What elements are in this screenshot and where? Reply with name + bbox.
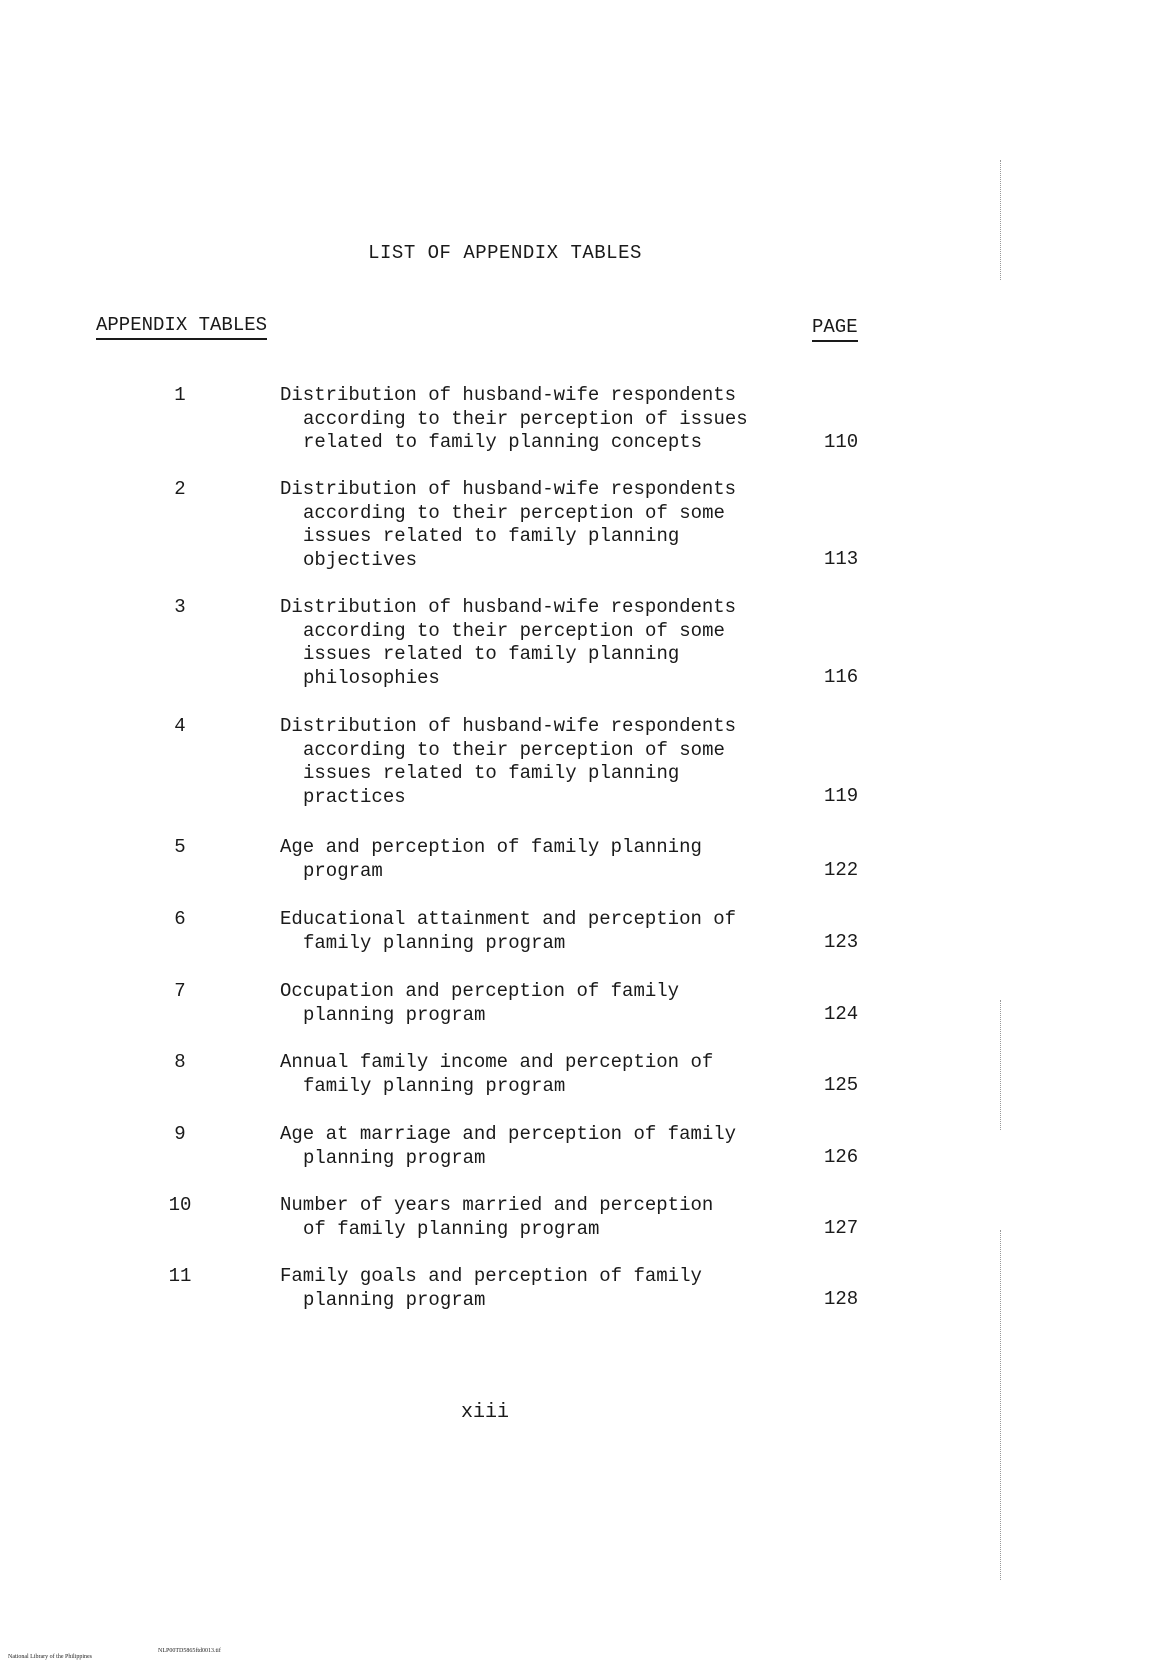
entry-page-number: 127 [824, 1217, 859, 1239]
entry-page-number: 110 [824, 431, 859, 453]
page-column-header: PAGE [812, 316, 858, 342]
entry-number: 5 [174, 836, 186, 858]
entry-description-line: practices [303, 785, 406, 808]
entry-description [280, 596, 800, 690]
scan-margin-artifact [1000, 160, 1001, 280]
entry-description-line: objectives [303, 548, 418, 571]
page-number: xiii [460, 1401, 509, 1424]
entry-page-number: 119 [824, 785, 859, 807]
entry-description-line: Distribution of husband-wife respondents [280, 478, 737, 500]
entry-description-line: Educational attainment and perception of [280, 908, 737, 930]
entry-number: 2 [174, 478, 186, 500]
scan-margin-artifact [1000, 1000, 1001, 1130]
entry-description-line: related to family planning concepts [303, 431, 703, 453]
scan-file-label: NLP00TD5865ftd0013.tif [158, 1648, 221, 1654]
appendix-tables-header: APPENDIX TABLES [96, 314, 267, 340]
entry-description-line: according to their perception of some [303, 501, 725, 524]
entry-description-line: Distribution of husband-wife respondents [280, 596, 737, 618]
entry-description-line: family planning program [303, 931, 566, 954]
entry-description-line: philosophies [303, 666, 440, 689]
entry-number: 9 [174, 1123, 186, 1145]
entry-description-line: planning program [303, 1003, 486, 1026]
entry-description-line: program [303, 859, 383, 882]
entry-number: 10 [168, 1194, 192, 1216]
scan-margin-artifact [1000, 1230, 1001, 1580]
entry-description [280, 1051, 800, 1098]
entry-description-line: of family planning program [303, 1217, 600, 1240]
entry-description [280, 384, 800, 455]
entry-description-line: Distribution of husband-wife respondents [280, 384, 737, 406]
entry-page-number: 116 [824, 666, 859, 688]
entry-description [280, 1194, 800, 1241]
entry-number: 1 [174, 384, 186, 406]
entry-description-line: Family goals and perception of family [280, 1265, 702, 1287]
entry-description [280, 836, 800, 883]
entry-number: 6 [174, 908, 186, 930]
scan-library-label: National Library of the Philippines [8, 1654, 92, 1660]
entry-description-line: Age and perception of family planning [280, 836, 702, 858]
entry-number: 11 [168, 1265, 192, 1287]
entry-description-line: according to their perception of issues [303, 407, 748, 430]
entry-number: 7 [174, 980, 186, 1002]
entry-description-line: Annual family income and perception of [280, 1051, 714, 1073]
entry-page-number: 122 [824, 859, 859, 881]
scan-source-note [2, 1648, 221, 1672]
entry-description-line: issues related to family planning [303, 643, 680, 665]
entry-description-line: Number of years married and perception [280, 1194, 714, 1216]
entry-page-number: 124 [824, 1003, 859, 1025]
entry-description [280, 908, 800, 955]
entry-number: 4 [174, 715, 186, 737]
entry-description-line: Age at marriage and perception of family [280, 1123, 737, 1145]
entry-page-number: 126 [824, 1146, 859, 1168]
entry-description-line: issues related to family planning [303, 525, 680, 547]
entry-description-line: planning program [303, 1288, 486, 1311]
entry-description-line: issues related to family planning [303, 762, 680, 784]
entry-description [280, 1265, 800, 1312]
entry-description-line: family planning program [303, 1074, 566, 1097]
entry-page-number: 113 [824, 548, 859, 570]
entry-number: 8 [174, 1051, 186, 1073]
entry-page-number: 125 [824, 1074, 859, 1096]
entry-description-line: Occupation and perception of family [280, 980, 680, 1002]
entry-description [280, 478, 800, 572]
entry-description [280, 980, 800, 1027]
entry-page-number: 128 [824, 1288, 859, 1310]
entry-description-line: according to their perception of some [303, 619, 725, 642]
entry-description [280, 715, 800, 809]
page-title: LIST OF APPENDIX TABLES [368, 242, 642, 264]
entry-description-line: according to their perception of some [303, 738, 725, 761]
entry-page-number: 123 [824, 931, 859, 953]
entry-description [280, 1123, 800, 1170]
entry-number: 3 [174, 596, 186, 618]
entry-description-line: planning program [303, 1146, 486, 1169]
entry-description-line: Distribution of husband-wife respondents [280, 715, 737, 737]
